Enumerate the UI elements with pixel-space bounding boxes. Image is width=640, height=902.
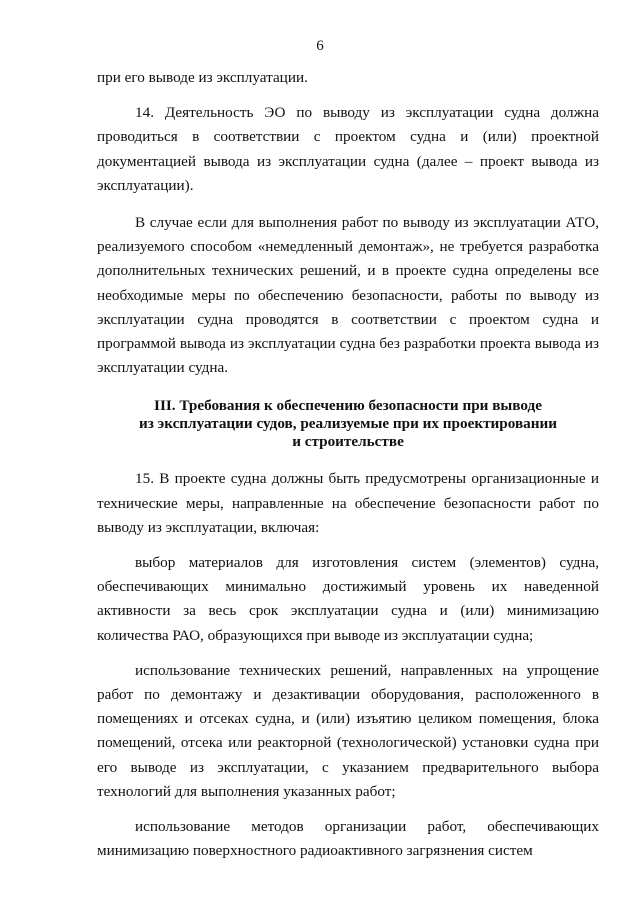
paragraph-immediate-dismantling: В случае если для выполнения работ по выводу из эксплуатации АТО, реализуемого способом «немедленный демонтаж», не требуется разработка дополнительных технических решений, и в проекте судна определены все необходимые меры по обеспечению безопасности, работы по выводу из эксплуатации судна проводятся в соответствии с проектом судна и программой вывода из эксплуатации судна без разработки проекта вывода из эксплуатации судна.: [97, 214, 599, 377]
paragraph-technical-solutions: использование технических решений, направленных на упрощение работ по демонтажу и дезактивации оборудования, расположенного в помещениях и отсеках судна, и (или) изъятию целиком помещения, блока помещений, отсека или реакторной (технологической) установки судна при его выводе из эксплуатации, с указанием предварительного выбора технологий для выполнения указанных работ;: [97, 661, 599, 800]
paragraph-clause-15: 15. В проекте судна должны быть предусмотрены организационные и технические меры, направленные на обеспечение безопасности работ по выводу из эксплуатации, включая:: [97, 470, 599, 536]
section-heading-line: III. Требования к обеспечению безопасности при выводе: [154, 397, 542, 415]
paragraph-materials-selection: выбор материалов для изготовления систем (элементов) судна, обеспечивающих минимально достижимый уровень их наведенной активности за весь срок эксплуатации судна и (или) минимизацию количества РАО, образующихся при выводе из эксплуатации судна;: [97, 554, 599, 644]
paragraph-clause-14: 14. Деятельность ЭО по выводу из эксплуатации судна должна проводиться в соответствии с проектом судна и (или) проектной документацией вывода из эксплуатации судна (далее – проект вывода из эксплуатации).: [97, 104, 599, 194]
paragraph-continuation: при его выводе из эксплуатации.: [97, 69, 308, 86]
paragraph-work-methods: использование методов организации работ, обеспечивающих минимизацию поверхностного радиоактивного загрязнения систем: [97, 818, 599, 860]
section-heading-line: из эксплуатации судов, реализуемые при их проектировании: [138, 415, 558, 433]
document-body: [97, 66, 599, 863]
section-heading: [97, 397, 599, 451]
section-heading-line: и строительстве: [292, 433, 404, 451]
page-number: 6: [316, 38, 324, 54]
